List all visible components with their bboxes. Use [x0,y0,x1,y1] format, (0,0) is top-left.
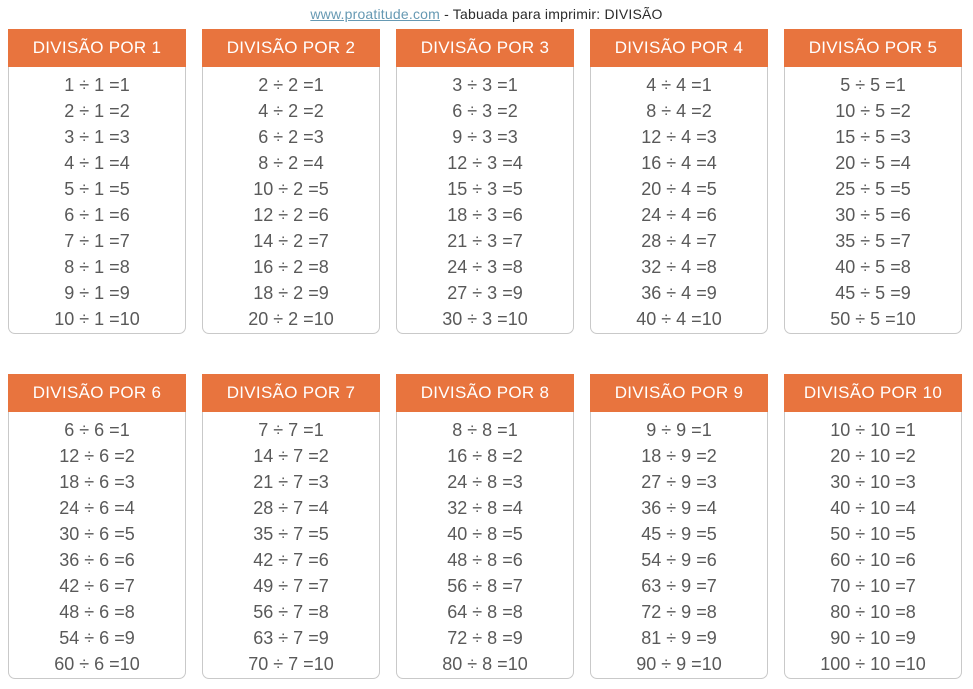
equation: 42 ÷ 6 =7 [59,576,135,596]
equation: 8 ÷ 8 =1 [452,420,518,440]
equation: 35 ÷ 7 =5 [253,524,329,544]
equation: 64 ÷ 8 =8 [447,602,523,622]
card-divisao-por-2 [202,29,380,334]
equation: 6 ÷ 6 =1 [64,420,130,440]
equation: 50 ÷ 10 =5 [830,524,916,544]
equation: 40 ÷ 8 =5 [447,524,523,544]
card-title: DIVISÃO POR 9 [590,374,768,412]
equation: 42 ÷ 7 =6 [253,550,329,570]
equation: 72 ÷ 9 =8 [641,602,717,622]
equation: 4 ÷ 2 =2 [258,101,324,121]
equation: 70 ÷ 10 =7 [830,576,916,596]
equation: 4 ÷ 1 =4 [64,153,130,173]
card-divisao-por-10 [784,374,962,679]
card-title: DIVISÃO POR 6 [8,374,186,412]
card-divisao-por-8 [396,374,574,679]
equation: 80 ÷ 8 =10 [442,654,528,674]
card-body [590,67,768,334]
equation: 6 ÷ 1 =6 [64,205,130,225]
equation: 18 ÷ 2 =9 [253,283,329,303]
card-divisao-por-5 [784,29,962,334]
card-title: DIVISÃO POR 4 [590,29,768,67]
card-title: DIVISÃO POR 1 [8,29,186,67]
equation: 7 ÷ 7 =1 [258,420,324,440]
card-title: DIVISÃO POR 2 [202,29,380,67]
equation: 70 ÷ 7 =10 [248,654,334,674]
equation: 63 ÷ 7 =9 [253,628,329,648]
equation: 90 ÷ 9 =10 [636,654,722,674]
equation: 18 ÷ 3 =6 [447,205,523,225]
equation: 24 ÷ 6 =4 [59,498,135,518]
equation: 4 ÷ 4 =1 [646,75,712,95]
equation: 9 ÷ 9 =1 [646,420,712,440]
equation: 8 ÷ 2 =4 [258,153,324,173]
equation: 10 ÷ 1 =10 [54,309,140,329]
equation: 56 ÷ 7 =8 [253,602,329,622]
equation: 10 ÷ 5 =2 [835,101,911,121]
equation: 16 ÷ 8 =2 [447,446,523,466]
equation: 6 ÷ 2 =3 [258,127,324,147]
equation: 5 ÷ 1 =5 [64,179,130,199]
cards-row-2 [8,374,965,679]
equation: 28 ÷ 4 =7 [641,231,717,251]
equation: 60 ÷ 10 =6 [830,550,916,570]
card-body [784,412,962,679]
equation: 63 ÷ 9 =7 [641,576,717,596]
card-title: DIVISÃO POR 5 [784,29,962,67]
equation: 6 ÷ 3 =2 [452,101,518,121]
card-body [396,67,574,334]
equation: 48 ÷ 8 =6 [447,550,523,570]
card-divisao-por-6 [8,374,186,679]
equation: 81 ÷ 9 =9 [641,628,717,648]
card-body [590,412,768,679]
equation: 9 ÷ 3 =3 [452,127,518,147]
card-body [8,412,186,679]
equation: 28 ÷ 7 =4 [253,498,329,518]
equation: 5 ÷ 5 =1 [840,75,906,95]
card-divisao-por-4 [590,29,768,334]
equation: 25 ÷ 5 =5 [835,179,911,199]
equation: 15 ÷ 3 =5 [447,179,523,199]
equation: 21 ÷ 7 =3 [253,472,329,492]
equation: 48 ÷ 6 =8 [59,602,135,622]
equation: 49 ÷ 7 =7 [253,576,329,596]
equation: 90 ÷ 10 =9 [830,628,916,648]
equation: 7 ÷ 1 =7 [64,231,130,251]
equation: 12 ÷ 4 =3 [641,127,717,147]
equation: 40 ÷ 5 =8 [835,257,911,277]
equation: 1 ÷ 1 =1 [64,75,130,95]
equation: 8 ÷ 4 =2 [646,101,712,121]
equation: 54 ÷ 9 =6 [641,550,717,570]
card-body [8,67,186,334]
card-title: DIVISÃO POR 7 [202,374,380,412]
equation: 36 ÷ 4 =9 [641,283,717,303]
equation: 36 ÷ 9 =4 [641,498,717,518]
equation: 32 ÷ 8 =4 [447,498,523,518]
equation: 30 ÷ 6 =5 [59,524,135,544]
equation: 40 ÷ 4 =10 [636,309,722,329]
equation: 16 ÷ 4 =4 [641,153,717,173]
equation: 36 ÷ 6 =6 [59,550,135,570]
equation: 8 ÷ 1 =8 [64,257,130,277]
proatitude-link[interactable]: www.proatitude.com [310,6,440,22]
card-divisao-por-7 [202,374,380,679]
equation: 10 ÷ 2 =5 [253,179,329,199]
page-title [0,0,973,22]
equation: 24 ÷ 4 =6 [641,205,717,225]
equation: 40 ÷ 10 =4 [830,498,916,518]
card-body [202,412,380,679]
equation: 80 ÷ 10 =8 [830,602,916,622]
equation: 12 ÷ 6 =2 [59,446,135,466]
equation: 20 ÷ 5 =4 [835,153,911,173]
card-divisao-por-1 [8,29,186,334]
equation: 3 ÷ 3 =1 [452,75,518,95]
equation: 2 ÷ 1 =2 [64,101,130,121]
card-divisao-por-3 [396,29,574,334]
cards-grid [8,29,965,679]
equation: 12 ÷ 2 =6 [253,205,329,225]
equation: 3 ÷ 1 =3 [64,127,130,147]
card-divisao-por-9 [590,374,768,679]
equation: 14 ÷ 7 =2 [253,446,329,466]
equation: 2 ÷ 2 =1 [258,75,324,95]
equation: 24 ÷ 8 =3 [447,472,523,492]
equation: 32 ÷ 4 =8 [641,257,717,277]
equation: 30 ÷ 3 =10 [442,309,528,329]
equation: 35 ÷ 5 =7 [835,231,911,251]
equation: 45 ÷ 9 =5 [641,524,717,544]
equation: 56 ÷ 8 =7 [447,576,523,596]
equation: 21 ÷ 3 =7 [447,231,523,251]
card-body [784,67,962,334]
equation: 15 ÷ 5 =3 [835,127,911,147]
equation: 27 ÷ 3 =9 [447,283,523,303]
card-title: DIVISÃO POR 3 [396,29,574,67]
equation: 54 ÷ 6 =9 [59,628,135,648]
equation: 50 ÷ 5 =10 [830,309,916,329]
equation: 27 ÷ 9 =3 [641,472,717,492]
equation: 10 ÷ 10 =1 [830,420,916,440]
equation: 9 ÷ 1 =9 [64,283,130,303]
equation: 16 ÷ 2 =8 [253,257,329,277]
equation: 24 ÷ 3 =8 [447,257,523,277]
equation: 14 ÷ 2 =7 [253,231,329,251]
equation: 20 ÷ 4 =5 [641,179,717,199]
cards-row-1 [8,29,965,334]
equation: 12 ÷ 3 =4 [447,153,523,173]
equation: 20 ÷ 2 =10 [248,309,334,329]
page-title-text: - Tabuada para imprimir: DIVISÃO [440,6,663,22]
equation: 18 ÷ 9 =2 [641,446,717,466]
equation: 72 ÷ 8 =9 [447,628,523,648]
equation: 100 ÷ 10 =10 [820,654,926,674]
card-title: DIVISÃO POR 8 [396,374,574,412]
equation: 20 ÷ 10 =2 [830,446,916,466]
equation: 30 ÷ 10 =3 [830,472,916,492]
card-body [202,67,380,334]
equation: 30 ÷ 5 =6 [835,205,911,225]
equation: 60 ÷ 6 =10 [54,654,140,674]
equation: 18 ÷ 6 =3 [59,472,135,492]
card-body [396,412,574,679]
equation: 45 ÷ 5 =9 [835,283,911,303]
card-title: DIVISÃO POR 10 [784,374,962,412]
